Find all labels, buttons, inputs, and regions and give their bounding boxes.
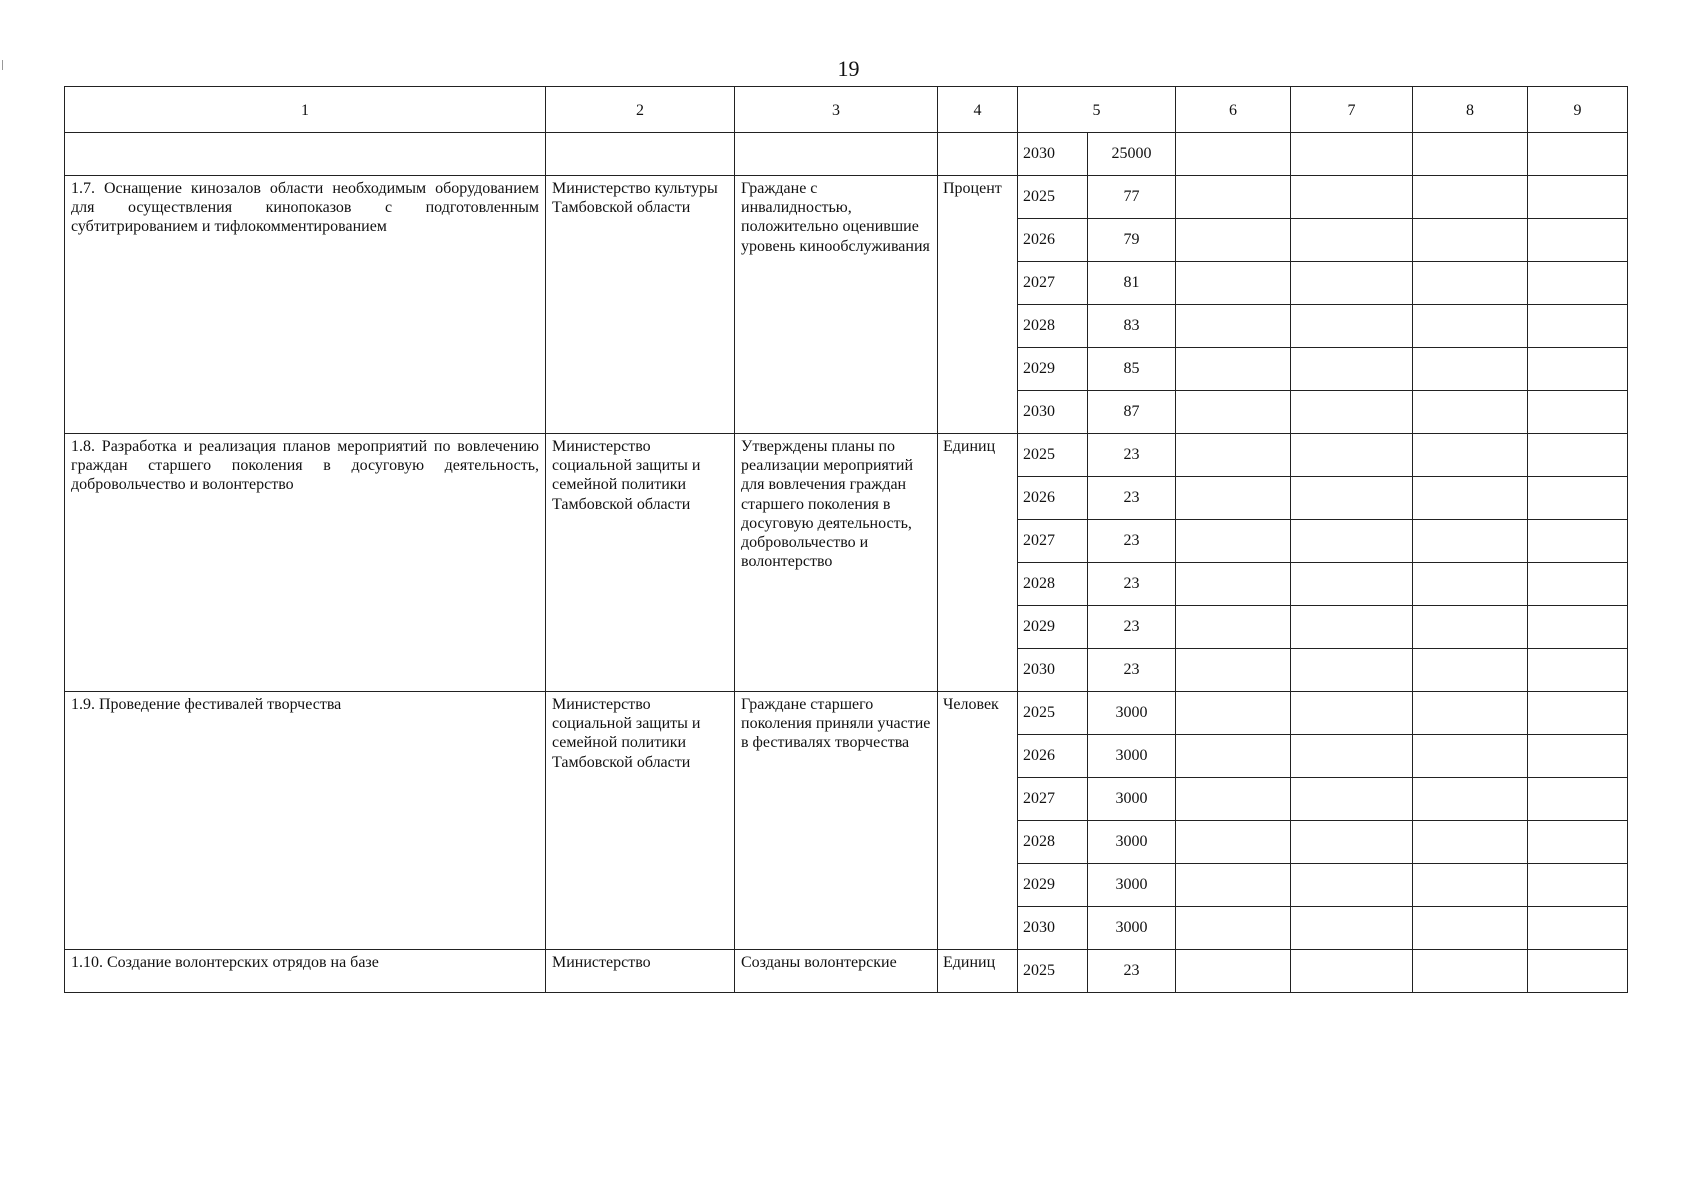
measure-description: 1.10. Создание волонтерских отрядов на базе bbox=[65, 950, 546, 993]
empty-cell bbox=[1291, 219, 1413, 262]
empty-cell bbox=[546, 133, 735, 176]
empty-cell bbox=[1176, 348, 1291, 391]
empty-cell bbox=[1176, 692, 1291, 735]
measure-description: 1.8. Разработка и реализация планов мероприятий по вовлечению граждан старшего поколения в досуговую деятельность, добровольчество и волонтерство bbox=[65, 434, 546, 692]
empty-cell bbox=[1528, 864, 1628, 907]
year-cell: 2028 bbox=[1018, 305, 1088, 348]
value-cell: 3000 bbox=[1088, 735, 1176, 778]
table-row bbox=[65, 950, 1628, 993]
empty-cell bbox=[1291, 305, 1413, 348]
table-row bbox=[65, 692, 1628, 735]
empty-cell bbox=[1528, 391, 1628, 434]
empty-cell bbox=[1176, 606, 1291, 649]
empty-cell bbox=[1528, 348, 1628, 391]
value-cell: 25000 bbox=[1088, 133, 1176, 176]
empty-cell bbox=[1413, 821, 1528, 864]
empty-cell bbox=[1528, 133, 1628, 176]
empty-cell bbox=[1176, 133, 1291, 176]
year-cell: 2030 bbox=[1018, 391, 1088, 434]
table-body bbox=[65, 133, 1628, 993]
value-cell: 3000 bbox=[1088, 907, 1176, 950]
empty-cell bbox=[1528, 606, 1628, 649]
empty-cell bbox=[1413, 907, 1528, 950]
empty-cell bbox=[1291, 348, 1413, 391]
responsible-executor: Министерство социальной защиты и семейной политики Тамбовской области bbox=[546, 692, 735, 950]
value-cell: 3000 bbox=[1088, 821, 1176, 864]
empty-cell bbox=[1413, 692, 1528, 735]
unit-of-measure: Единиц bbox=[938, 434, 1018, 692]
responsible-executor: Министерство bbox=[546, 950, 735, 993]
empty-cell bbox=[1413, 778, 1528, 821]
empty-cell bbox=[1176, 262, 1291, 305]
empty-cell bbox=[1528, 649, 1628, 692]
empty-cell bbox=[1176, 305, 1291, 348]
empty-cell bbox=[1413, 348, 1528, 391]
empty-cell bbox=[1413, 133, 1528, 176]
empty-cell bbox=[735, 133, 938, 176]
empty-cell bbox=[1413, 219, 1528, 262]
column-header-3: 3 bbox=[735, 87, 938, 133]
empty-cell bbox=[1176, 520, 1291, 563]
value-cell: 23 bbox=[1088, 950, 1176, 993]
year-cell: 2026 bbox=[1018, 735, 1088, 778]
empty-cell bbox=[1291, 477, 1413, 520]
value-cell: 3000 bbox=[1088, 864, 1176, 907]
year-cell: 2030 bbox=[1018, 133, 1088, 176]
empty-cell bbox=[1291, 176, 1413, 219]
empty-cell bbox=[1176, 950, 1291, 993]
empty-cell bbox=[1291, 391, 1413, 434]
year-cell: 2025 bbox=[1018, 434, 1088, 477]
value-cell: 77 bbox=[1088, 176, 1176, 219]
empty-cell bbox=[1291, 606, 1413, 649]
empty-cell bbox=[1176, 219, 1291, 262]
empty-cell bbox=[1413, 649, 1528, 692]
column-header-2: 2 bbox=[546, 87, 735, 133]
value-cell: 79 bbox=[1088, 219, 1176, 262]
year-cell: 2025 bbox=[1018, 176, 1088, 219]
value-cell: 23 bbox=[1088, 606, 1176, 649]
empty-cell bbox=[1291, 649, 1413, 692]
year-cell: 2028 bbox=[1018, 821, 1088, 864]
year-cell: 2026 bbox=[1018, 477, 1088, 520]
result-indicator: Утверждены планы по реализации мероприятий для вовлечения граждан старшего поколения в досуговую деятельность, добровольчество и волонтерство bbox=[735, 434, 938, 692]
column-header-7: 7 bbox=[1291, 87, 1413, 133]
measure-description: 1.7. Оснащение кинозалов области необходимым оборудованием для осуществления кинопоказов с подготовленным субтитрированием и тифлокомментированием bbox=[65, 176, 546, 434]
year-cell: 2025 bbox=[1018, 950, 1088, 993]
year-cell: 2025 bbox=[1018, 692, 1088, 735]
column-header-9: 9 bbox=[1528, 87, 1628, 133]
empty-cell bbox=[1413, 262, 1528, 305]
empty-cell bbox=[1413, 520, 1528, 563]
empty-cell bbox=[1176, 821, 1291, 864]
responsible-executor: Министерство социальной защиты и семейной политики Тамбовской области bbox=[546, 434, 735, 692]
value-cell: 85 bbox=[1088, 348, 1176, 391]
year-cell: 2027 bbox=[1018, 520, 1088, 563]
empty-cell bbox=[1528, 735, 1628, 778]
column-header-6: 6 bbox=[1176, 87, 1291, 133]
empty-cell bbox=[1291, 950, 1413, 993]
empty-cell bbox=[65, 133, 546, 176]
empty-cell bbox=[1291, 821, 1413, 864]
empty-cell bbox=[1291, 434, 1413, 477]
table-row bbox=[65, 434, 1628, 477]
empty-cell bbox=[1413, 735, 1528, 778]
empty-cell bbox=[1176, 735, 1291, 778]
empty-cell bbox=[1413, 606, 1528, 649]
empty-cell bbox=[1291, 133, 1413, 176]
unit-of-measure: Единиц bbox=[938, 950, 1018, 993]
empty-cell bbox=[1528, 821, 1628, 864]
empty-cell bbox=[1291, 262, 1413, 305]
year-cell: 2029 bbox=[1018, 348, 1088, 391]
column-header-4: 4 bbox=[938, 87, 1018, 133]
empty-cell bbox=[1413, 176, 1528, 219]
empty-cell bbox=[1528, 176, 1628, 219]
value-cell: 23 bbox=[1088, 649, 1176, 692]
result-indicator: Созданы волонтерские bbox=[735, 950, 938, 993]
value-cell: 81 bbox=[1088, 262, 1176, 305]
empty-cell bbox=[1291, 563, 1413, 606]
value-cell: 87 bbox=[1088, 391, 1176, 434]
empty-cell bbox=[1176, 778, 1291, 821]
empty-cell bbox=[1413, 864, 1528, 907]
empty-cell bbox=[1176, 434, 1291, 477]
empty-cell bbox=[1528, 778, 1628, 821]
empty-cell bbox=[1413, 950, 1528, 993]
column-number-row bbox=[65, 87, 1628, 133]
empty-cell bbox=[1413, 434, 1528, 477]
column-header-1: 1 bbox=[65, 87, 546, 133]
result-indicator: Граждане старшего поколения приняли участие в фестивалях творчества bbox=[735, 692, 938, 950]
measure-description: 1.9. Проведение фестивалей творчества bbox=[65, 692, 546, 950]
empty-cell bbox=[1528, 305, 1628, 348]
empty-cell bbox=[1176, 391, 1291, 434]
empty-cell bbox=[1528, 434, 1628, 477]
page-number: 19 bbox=[837, 56, 860, 81]
empty-cell bbox=[1291, 778, 1413, 821]
empty-cell bbox=[1528, 219, 1628, 262]
empty-cell bbox=[1528, 563, 1628, 606]
column-header-8: 8 bbox=[1413, 87, 1528, 133]
value-cell: 3000 bbox=[1088, 778, 1176, 821]
empty-cell bbox=[1528, 692, 1628, 735]
empty-cell bbox=[1176, 176, 1291, 219]
empty-cell bbox=[1291, 735, 1413, 778]
table-row bbox=[65, 176, 1628, 219]
table-row bbox=[65, 133, 1628, 176]
unit-of-measure: Процент bbox=[938, 176, 1018, 434]
year-cell: 2027 bbox=[1018, 778, 1088, 821]
empty-cell bbox=[1291, 692, 1413, 735]
value-cell: 23 bbox=[1088, 563, 1176, 606]
empty-cell bbox=[1176, 864, 1291, 907]
empty-cell bbox=[1413, 391, 1528, 434]
empty-cell bbox=[1413, 477, 1528, 520]
year-cell: 2030 bbox=[1018, 649, 1088, 692]
year-cell: 2029 bbox=[1018, 606, 1088, 649]
empty-cell bbox=[1528, 477, 1628, 520]
empty-cell bbox=[1176, 477, 1291, 520]
value-cell: 23 bbox=[1088, 520, 1176, 563]
empty-cell bbox=[1528, 520, 1628, 563]
result-indicator: Граждане с инвалидностью, положительно оценившие уровень кинообслуживания bbox=[735, 176, 938, 434]
program-measures-table bbox=[64, 86, 1628, 993]
empty-cell bbox=[1176, 649, 1291, 692]
responsible-executor: Министерство культуры Тамбовской области bbox=[546, 176, 735, 434]
empty-cell bbox=[1413, 563, 1528, 606]
year-cell: 2029 bbox=[1018, 864, 1088, 907]
empty-cell bbox=[1291, 520, 1413, 563]
value-cell: 23 bbox=[1088, 477, 1176, 520]
value-cell: 83 bbox=[1088, 305, 1176, 348]
year-cell: 2028 bbox=[1018, 563, 1088, 606]
column-header-5: 5 bbox=[1018, 87, 1176, 133]
empty-cell bbox=[938, 133, 1018, 176]
year-cell: 2026 bbox=[1018, 219, 1088, 262]
empty-cell bbox=[1413, 305, 1528, 348]
empty-cell bbox=[1176, 563, 1291, 606]
empty-cell bbox=[1291, 864, 1413, 907]
value-cell: 23 bbox=[1088, 434, 1176, 477]
empty-cell bbox=[1291, 907, 1413, 950]
year-cell: 2030 bbox=[1018, 907, 1088, 950]
empty-cell bbox=[1528, 950, 1628, 993]
value-cell: 3000 bbox=[1088, 692, 1176, 735]
unit-of-measure: Человек bbox=[938, 692, 1018, 950]
empty-cell bbox=[1528, 262, 1628, 305]
empty-cell bbox=[1176, 907, 1291, 950]
empty-cell bbox=[1528, 907, 1628, 950]
year-cell: 2027 bbox=[1018, 262, 1088, 305]
